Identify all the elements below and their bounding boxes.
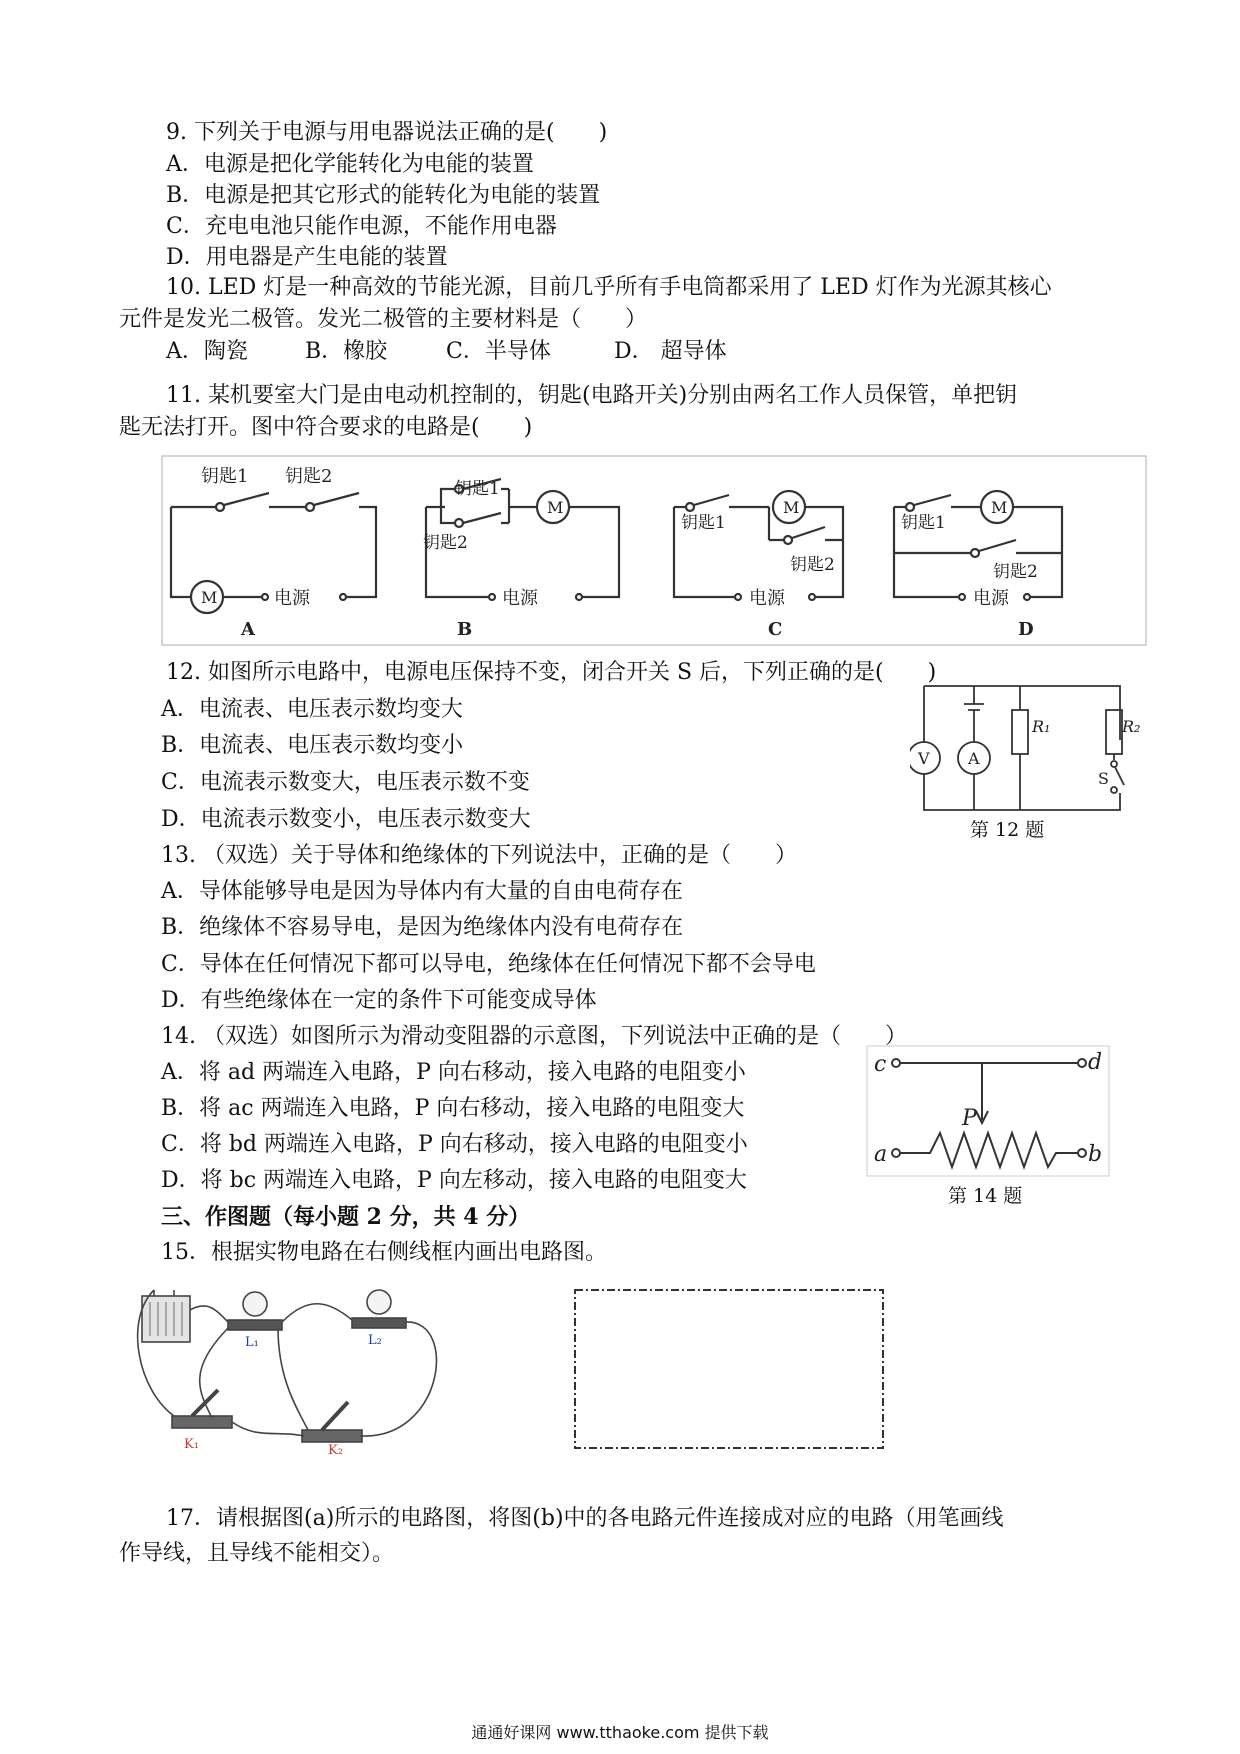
q11-circuit-figure <box>161 455 1147 646</box>
q11-b-key1-label: 钥匙1 <box>455 479 500 499</box>
q14-c-label: c <box>874 1052 887 1077</box>
q10-option-c: C．半导体 <box>446 339 551 364</box>
q15-k1-label: K₁ <box>184 1437 199 1452</box>
q11-a-key1-label: 钥匙1 <box>201 466 249 487</box>
q11-c-key2-label: 钥匙2 <box>790 555 835 575</box>
q11-c-power-label: 电源 <box>749 588 785 609</box>
q13-option-d: D．有些绝缘体在一定的条件下可能变成导体 <box>161 988 597 1013</box>
q11-d-key1-label: 钥匙1 <box>901 513 946 533</box>
q11-stem-line1: 11. 某机要室大门是由电动机控制的，钥匙(电路开关)分别由两名工作人员保管，单把钥 <box>166 383 1018 408</box>
section-3-title: 三、作图题（每小题 2 分，共 4 分） <box>161 1204 531 1230</box>
q11-b-key2-label: 钥匙2 <box>423 533 468 553</box>
q17-stem-line1: 17．请根据图(a)所示的电路图，将图(b)中的各电路元件连接成对应的电路（用笔画线 <box>166 1506 1004 1531</box>
q15-stem: 15．根据实物电路在右侧线框内画出电路图。 <box>161 1240 607 1265</box>
q14-p-label: P <box>962 1106 977 1131</box>
q17-stem-line2: 作导线，且导线不能相交）。 <box>119 1541 395 1566</box>
q12-option-b: B．电流表、电压表示数均变小 <box>161 733 464 758</box>
q11-a-power-label: 电源 <box>274 588 310 609</box>
q11-d-motor-label: M <box>991 498 1008 517</box>
q11-label-c: C <box>768 619 783 640</box>
q14-stem: 14. （双选）如图所示为滑动变阻器的示意图，下列说法中正确的是（ ） <box>161 1024 907 1049</box>
q15-answer-box[interactable] <box>573 1288 885 1450</box>
q11-a-key2-label: 钥匙2 <box>285 466 333 487</box>
q11-c-key1-label: 钥匙1 <box>681 513 726 533</box>
q15-physical-circuit-figure <box>128 1280 450 1456</box>
q11-label-a: A <box>241 619 255 640</box>
q13-stem: 13. （双选）关于导体和绝缘体的下列说法中，正确的是（ ） <box>161 843 797 868</box>
q10-option-a: A．陶瓷 <box>166 339 248 364</box>
q12-option-d: D．电流表示数变小，电压表示数变大 <box>161 807 531 832</box>
q14-option-d: D．将 bc 两端连入电路，P 向左移动，接入电路的电阻变大 <box>161 1168 747 1193</box>
q11-stem-line2: 匙无法打开。图中符合要求的电路是( ) <box>119 415 533 440</box>
q11-label-b: B <box>457 619 473 640</box>
q11-d-key2-label: 钥匙2 <box>993 562 1038 582</box>
q11-d-power-label: 电源 <box>973 588 1009 609</box>
q10-option-b: B．橡胶 <box>305 339 388 364</box>
q11-a-motor-label: M <box>201 588 218 607</box>
q15-k2-label: K₂ <box>328 1443 343 1456</box>
q10-option-d: D． 超导体 <box>614 339 727 364</box>
q11-b-power-label: 电源 <box>502 588 538 609</box>
q14-d-label: d <box>1088 1050 1103 1075</box>
q9-option-b: B．电源是把其它形式的能转化为电能的装置 <box>166 183 601 208</box>
q9-option-a: A．电源是把化学能转化为电能的装置 <box>166 152 534 177</box>
q14-a-label: a <box>874 1142 888 1167</box>
q12-r2-label: R₂ <box>1122 717 1140 736</box>
q9-option-c: C．充电电池只能作电源，不能作用电器 <box>166 214 557 239</box>
q12-caption: 第 12 题 <box>970 819 1045 841</box>
q12-stem: 12. 如图所示电路中，电源电压保持不变，闭合开关 S 后，下列正确的是( ) <box>166 660 937 685</box>
q13-option-b: B．绝缘体不容易导电，是因为绝缘体内没有电荷存在 <box>161 915 684 940</box>
q15-l2-label: L₂ <box>368 1333 382 1348</box>
q14-option-a: A．将 ad 两端连入电路，P 向右移动，接入电路的电阻变小 <box>161 1060 746 1085</box>
q12-option-c: C．电流表示数变大，电压表示数不变 <box>161 770 530 795</box>
q14-rheostat-figure <box>866 1045 1110 1177</box>
q12-voltmeter-label: V <box>918 749 930 768</box>
q14-option-b: B．将 ac 两端连入电路，P 向右移动，接入电路的电阻变大 <box>161 1096 745 1121</box>
q12-switch-label: S <box>1098 769 1109 788</box>
q12-option-a: A．电流表、电压表示数均变大 <box>161 697 463 722</box>
q14-caption: 第 14 题 <box>948 1185 1023 1207</box>
q13-option-a: A．导体能够导电是因为导体内有大量的自由电荷存在 <box>161 879 683 904</box>
q15-l1-label: L₁ <box>245 1335 259 1350</box>
q10-stem-line2: 元件是发光二极管。发光二极管的主要材料是（ ） <box>119 307 648 332</box>
q12-ammeter-label: A <box>968 749 980 768</box>
q11-label-d: D <box>1018 619 1034 640</box>
page-footer: 通通好课网 www.tthaoke.com 提供下载 <box>471 1723 769 1742</box>
q11-b-motor-label: M <box>547 498 564 517</box>
q9-stem: 9. 下列关于电源与用电器说法正确的是( ) <box>166 120 608 145</box>
q9-option-d: D．用电器是产生电能的装置 <box>166 245 448 270</box>
q13-option-c: C．导体在任何情况下都可以导电，绝缘体在任何情况下都不会导电 <box>161 952 816 977</box>
q12-circuit-figure <box>910 682 1140 814</box>
q14-option-c: C．将 bd 两端连入电路，P 向右移动，接入电路的电阻变小 <box>161 1132 748 1157</box>
q14-b-label: b <box>1088 1142 1103 1167</box>
q12-r1-label: R₁ <box>1032 717 1051 736</box>
q11-c-motor-label: M <box>783 498 800 517</box>
q10-stem-line1: 10. LED 灯是一种高效的节能光源，目前几乎所有手电筒都采用了 LED 灯作为光源其核心 <box>166 275 1052 300</box>
